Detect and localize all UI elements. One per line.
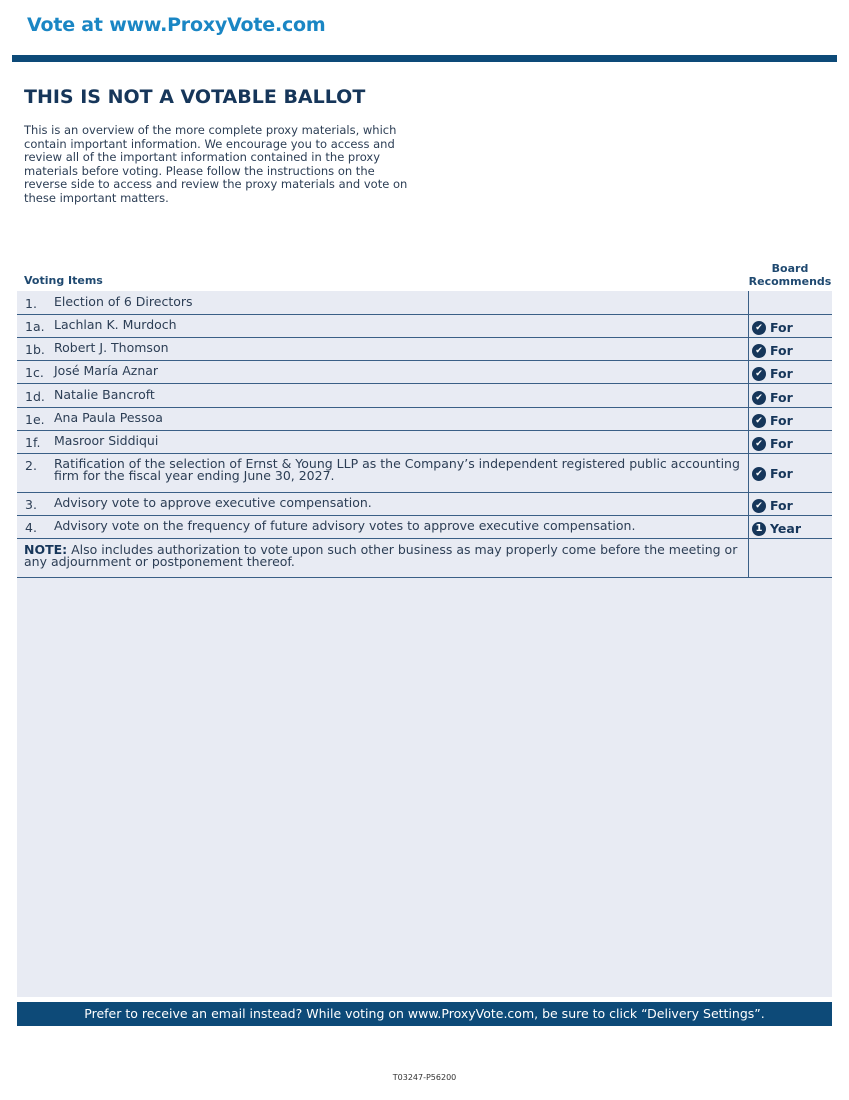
note-divider <box>17 577 832 578</box>
recommendation-label: For <box>770 320 793 335</box>
item-number: 3. <box>25 497 37 512</box>
board-recommendation <box>752 320 793 335</box>
item-text: Ratification of the selection of Ernst & Young LLP as the Company’s independent registered public accounting firm for the fiscal year ending June 30, 2027. <box>54 456 740 483</box>
note <box>24 544 744 568</box>
item-number: 1e. <box>25 412 45 427</box>
item-number: 1d. <box>25 389 45 404</box>
item-text: Ana Paula Pessoa <box>54 410 163 425</box>
job-code: T03247-P56200 <box>392 1073 457 1082</box>
board-recommendation <box>752 366 793 381</box>
recommendation-label: For <box>770 390 793 405</box>
recommendation-label: For <box>770 343 793 358</box>
item-number: 2. <box>25 458 37 473</box>
board-recommendation <box>752 390 793 405</box>
header-divider <box>12 55 837 62</box>
recommendation-label: For <box>770 466 793 481</box>
item-text: Lachlan K. Murdoch <box>54 317 177 332</box>
board-recommendation <box>752 498 793 513</box>
item-text: Advisory vote on the frequency of future advisory votes to approve executive compensation. <box>54 518 636 533</box>
item-number: 1c. <box>25 365 44 380</box>
table-row <box>17 454 832 493</box>
header-title[interactable]: Vote at www.ProxyVote.com <box>27 14 326 36</box>
table-row <box>17 315 832 338</box>
check-circle-icon: ✔ <box>752 437 766 451</box>
item-number: 4. <box>25 520 37 535</box>
item-number: 1a. <box>25 319 45 334</box>
board-recommendation <box>752 466 793 481</box>
table-row <box>17 338 832 361</box>
table-row <box>17 431 832 454</box>
voting-items-header: Voting Items <box>24 274 103 287</box>
check-circle-icon: ✔ <box>752 344 766 358</box>
note-label: NOTE: <box>24 542 68 557</box>
number-one-circle-icon: 1 <box>752 522 766 536</box>
table-row <box>17 385 832 408</box>
item-number: 1b. <box>25 342 45 357</box>
board-recommendation <box>752 343 793 358</box>
check-circle-icon: ✔ <box>752 391 766 405</box>
board-recommendation <box>752 436 793 451</box>
item-text: José María Aznar <box>54 363 159 378</box>
item-number: 1f. <box>25 435 41 450</box>
note-text: Also includes authorization to vote upon such other business as may properly come before the meeting or any adjournment or postponement thereof. <box>24 542 738 569</box>
item-text: Natalie Bancroft <box>54 387 155 402</box>
board-recommendation <box>752 413 793 428</box>
check-circle-icon: ✔ <box>752 367 766 381</box>
check-circle-icon: ✔ <box>752 467 766 481</box>
recommendation-label: For <box>770 413 793 428</box>
board-recommends-header: Board Recommends <box>748 262 832 288</box>
item-text: Election of 6 Directors <box>54 294 193 309</box>
document-heading: THIS IS NOT A VOTABLE BALLOT <box>24 86 366 108</box>
item-number: 1. <box>25 296 37 311</box>
check-circle-icon: ✔ <box>752 414 766 428</box>
table-row <box>17 516 832 539</box>
table-row <box>17 361 832 384</box>
intro-paragraph: This is an overview of the more complete proxy materials, which contain important information. We encourage you to access and review all of the important information contained in the proxy materials before voting. Please follow the instructions on the reverse side to access and review the proxy materials and vote on these important matters. <box>24 123 408 205</box>
check-circle-icon: ✔ <box>752 499 766 513</box>
check-circle-icon: ✔ <box>752 321 766 335</box>
recommendation-label: For <box>770 498 793 513</box>
table-row <box>17 408 832 431</box>
footer-banner: Prefer to receive an email instead? While voting on www.ProxyVote.com, be sure to click “Delivery Settings”. <box>17 1002 832 1026</box>
board-recommendation <box>752 521 801 536</box>
recommendation-label: For <box>770 436 793 451</box>
item-text: Masroor Siddiqui <box>54 433 159 448</box>
item-text: Advisory vote to approve executive compensation. <box>54 495 372 510</box>
table-row <box>17 292 832 315</box>
item-text: Robert J. Thomson <box>54 340 169 355</box>
recommendation-label: For <box>770 366 793 381</box>
table-row <box>17 493 832 516</box>
recommendation-label: Year <box>770 521 801 536</box>
